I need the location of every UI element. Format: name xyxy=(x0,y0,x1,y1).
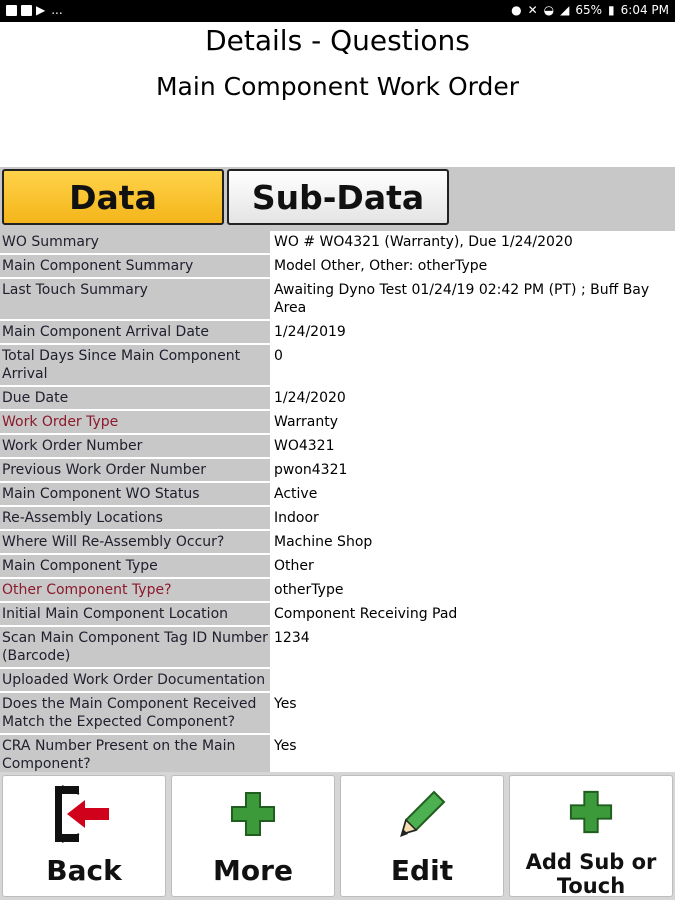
table-row[interactable] xyxy=(0,387,675,411)
mute-icon: ✕ xyxy=(527,3,538,17)
row-value: Other xyxy=(270,555,675,577)
table-row[interactable] xyxy=(0,321,675,345)
row-value: Warranty xyxy=(270,411,675,433)
play-store-icon: ▶ xyxy=(36,3,46,17)
tab-bar xyxy=(0,167,675,231)
row-label: Re-Assembly Locations xyxy=(0,507,270,529)
row-label: Uploaded Work Order Documentation xyxy=(0,669,270,691)
row-value: WO # WO4321 (Warranty), Due 1/24/2020 xyxy=(270,231,675,253)
details-table xyxy=(0,231,675,801)
table-row[interactable] xyxy=(0,345,675,387)
table-row[interactable] xyxy=(0,435,675,459)
row-label: Main Component Summary xyxy=(0,255,270,277)
plus-icon xyxy=(510,782,672,842)
row-value: Yes xyxy=(270,693,675,733)
table-row[interactable] xyxy=(0,603,675,627)
row-value xyxy=(270,669,675,691)
image-icon xyxy=(6,5,17,16)
table-row[interactable] xyxy=(0,579,675,603)
plus-icon xyxy=(172,782,334,846)
status-bar xyxy=(0,0,675,22)
status-bar-system xyxy=(511,3,669,17)
row-label: Where Will Re-Assembly Occur? xyxy=(0,531,270,553)
battery-percent: 65% xyxy=(575,3,603,17)
add-sub-or-touch-label: Add Sub or Touch xyxy=(525,850,657,898)
page-title: Details - Questions xyxy=(205,24,470,57)
row-label: Scan Main Component Tag ID Number (Barcode) xyxy=(0,627,270,667)
row-value: Model Other, Other: otherType xyxy=(270,255,675,277)
row-value: 1/24/2019 xyxy=(270,321,675,343)
location-icon: ● xyxy=(511,3,522,17)
table-row[interactable] xyxy=(0,483,675,507)
table-row[interactable] xyxy=(0,693,675,735)
row-value: Indoor xyxy=(270,507,675,529)
back-arrow-icon xyxy=(3,782,165,846)
add-sub-or-touch-button[interactable] xyxy=(509,775,673,897)
row-value: Awaiting Dyno Test 01/24/19 02:42 PM (PT) ; Buff Bay Area xyxy=(270,279,675,319)
row-value: pwon4321 xyxy=(270,459,675,481)
row-label: Work Order Number xyxy=(0,435,270,457)
status-bar-notifications xyxy=(6,3,63,17)
table-row[interactable] xyxy=(0,627,675,669)
row-value: 0 xyxy=(270,345,675,385)
wifi-icon: ◒ xyxy=(543,3,555,17)
tab-sub-data[interactable]: Sub-Data xyxy=(227,169,449,225)
edit-button[interactable] xyxy=(340,775,504,897)
edit-label: Edit xyxy=(390,854,454,887)
table-row[interactable] xyxy=(0,735,675,777)
page-subtitle: Main Component Work Order xyxy=(155,72,519,101)
tab-data[interactable]: Data xyxy=(2,169,224,225)
table-row[interactable] xyxy=(0,255,675,279)
more-button[interactable] xyxy=(171,775,335,897)
bottom-toolbar xyxy=(0,772,675,900)
row-value: WO4321 xyxy=(270,435,675,457)
notification-overflow: ... xyxy=(51,2,63,17)
flipboard-icon xyxy=(21,5,32,16)
more-label: More xyxy=(213,854,293,887)
clock: 6:04 PM xyxy=(620,3,669,17)
row-label: CRA Number Present on the Main Component? xyxy=(0,735,270,775)
table-row[interactable] xyxy=(0,555,675,579)
row-label: Main Component Type xyxy=(0,555,270,577)
row-value: Machine Shop xyxy=(270,531,675,553)
cellular-icon: ◢ xyxy=(560,3,570,17)
row-label: WO Summary xyxy=(0,231,270,253)
row-label: Due Date xyxy=(0,387,270,409)
table-row[interactable] xyxy=(0,231,675,255)
battery-icon: ▮ xyxy=(608,3,615,17)
row-value: otherType xyxy=(270,579,675,601)
row-value: Yes xyxy=(270,735,675,775)
table-row[interactable] xyxy=(0,459,675,483)
row-label: Other Component Type? xyxy=(0,579,270,601)
table-row[interactable] xyxy=(0,531,675,555)
pencil-icon xyxy=(341,782,503,846)
row-label: Work Order Type xyxy=(0,411,270,433)
row-value: 1234 xyxy=(270,627,675,667)
row-label: Last Touch Summary xyxy=(0,279,270,319)
row-label: Total Days Since Main Component Arrival xyxy=(0,345,270,385)
row-value: Active xyxy=(270,483,675,505)
back-label: Back xyxy=(46,854,122,887)
row-label: Main Component Arrival Date xyxy=(0,321,270,343)
row-label: Previous Work Order Number xyxy=(0,459,270,481)
row-value: Component Receiving Pad xyxy=(270,603,675,625)
table-row[interactable] xyxy=(0,669,675,693)
table-row[interactable] xyxy=(0,411,675,435)
back-button[interactable] xyxy=(2,775,166,897)
row-label: Initial Main Component Location xyxy=(0,603,270,625)
row-label: Main Component WO Status xyxy=(0,483,270,505)
row-value: 1/24/2020 xyxy=(270,387,675,409)
row-label: Does the Main Component Received Match the Expected Component? xyxy=(0,693,270,733)
table-row[interactable] xyxy=(0,507,675,531)
table-row[interactable] xyxy=(0,279,675,321)
